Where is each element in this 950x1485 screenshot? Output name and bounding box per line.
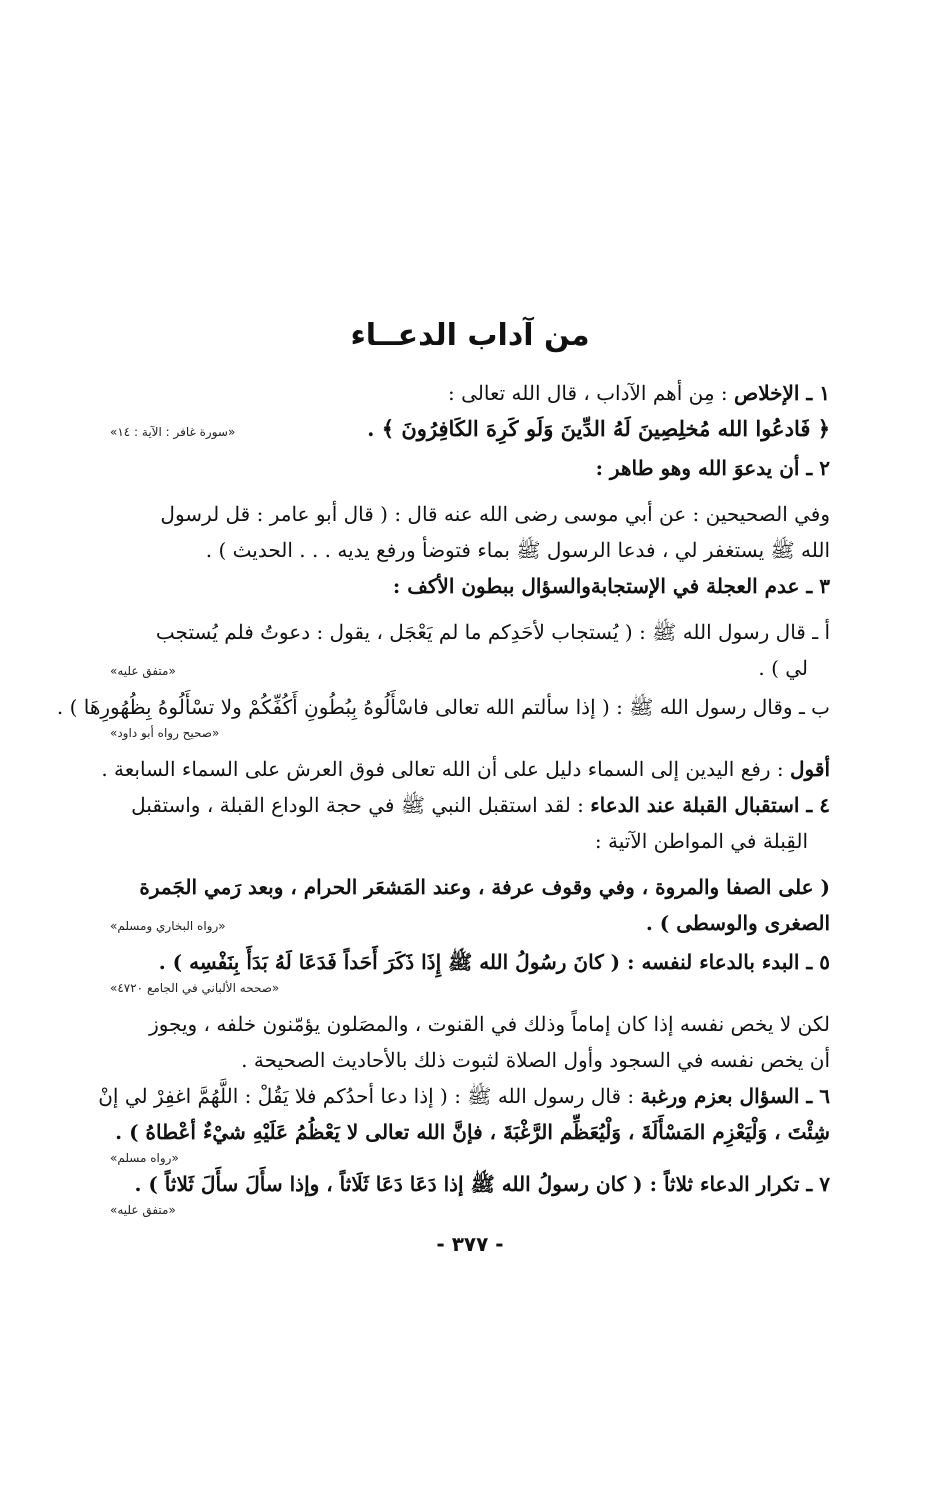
page-content [56, 300, 830, 1256]
item-4-line-1 [110, 787, 830, 823]
item-2-heading: ٢ ـ أن يدعوَ الله وهو طاهر : [595, 456, 830, 480]
aqool-line [101, 751, 830, 787]
item-5-line-2: لكن لا يخص نفسه إذا كان إماماً وذلك في القنوت ، والمصَلون يؤمّنون خلفه ، ويجوز [149, 1012, 830, 1036]
item-4-row-4 [110, 905, 830, 944]
item-6-heading: ٦ ـ السؤال بعزم ورغبة [640, 1084, 830, 1108]
item-4-line-4: الصغرى والوسطى ) . [645, 911, 830, 935]
item-6-line-1 [98, 1078, 830, 1114]
item-5-line-1 [110, 944, 830, 980]
item-5-line-3: أن يخص نفسه في السجود وأول الصلاة لثبوت ذلك بالأحاديث الصحيحة . [241, 1048, 830, 1072]
quran-verse: ﴿ فَادعُوا الله مُخلِصِينَ لَهُ الدِّينَ وَلَو كَرِهَ الكَافِرُونَ ﴾ . [367, 416, 830, 441]
item-2-line-1: وفي الصحيحين : عن أبي موسى رضى الله عنه قال : ( قال أبو عامر : قل لرسول [160, 502, 830, 526]
item-3a-reference: «متفق عليه» [110, 664, 176, 678]
item-4-reference: «رواه البخاري ومسلم» [110, 919, 226, 933]
item-1-reference: «سورة غافر : الآية : ١٤» [110, 425, 236, 439]
item-3b-line-1: ب ـ وقال رسول الله ﷺ : ( إذا سألتم الله تعالى فاسْأَلُوهُ بِبُطُونِ أَكُفِّكُمْ ولا تسْأَلُوهُ بِظُهُورِهَا ) . [56, 695, 830, 719]
item-4-line-3: ( على الصفا والمروة ، وفي وقوف عرفة ، وعند المَشعَر الحرام ، وبعد رَمي الجَمرة [139, 875, 830, 899]
item-7-text: : ( كان رسولُ الله ﷺ إذا دَعَا دَعَا ثَلَاثاً ، وإذا سأَلَ سأَلَ ثَلاثاً ) . [134, 1172, 664, 1196]
page-title: من آداب الدعــاء [350, 318, 590, 353]
item-2-line-2: الله ﷺ يستغفر لي ، فدعا الرسول ﷺ بماء فتوضأ ورفع يديه . . . الحديث ) . [205, 538, 830, 562]
item-4-text: : لقد استقبل النبي ﷺ في حجة الوداع القبلة ، واستقبل [131, 793, 591, 817]
item-1-line [110, 375, 830, 411]
item-3-heading: ٣ ـ عدم العجلة في الإستجابةوالسؤال ببطون الأكف : [392, 574, 830, 598]
item-1-heading: ١ ـ الإخلاص [734, 381, 830, 405]
item-3a-line-2: لي ) . [758, 656, 808, 680]
aqool-text: : رفع اليدين إلى السماء دليل على أن الله تعالى فوق العرش على السماء السابعة . [101, 757, 791, 781]
item-6-line-2: شِئْتَ ، وَلْيَعْزِم المَسْأَلَةَ ، وَلْيُعَظِّم الرَّغْبَةَ ، فإنَّ الله تعالى لا يَعْظُمُ عَلَيْهِ شيْءٌ أعْطاهُ ) . [115, 1120, 830, 1144]
item-5-heading: ٥ ـ البدء بالدعاء لنفسه [641, 950, 830, 974]
item-1-text: : مِن أهم الآداب ، قال الله تعالى : [448, 381, 735, 405]
item-7-reference: «متفق عليه» [110, 1203, 176, 1217]
item-4-line-2: القِبلة في المواطن الآتية : [594, 829, 808, 853]
item-3a-line-1: أ ـ قال رسول الله ﷺ : ( يُستجاب لأحَدِكم ما لم يَعْجَل ، يقول : دعوتُ فلم يُستجب [155, 620, 830, 644]
item-6-reference: «رواه مسلم» [110, 1151, 179, 1165]
item-6-text: : قال رسول الله ﷺ : ( إذا دعا أحدُكم فلا يَقُلْ : اللَّهُمَّ اغفِرْ لي إنْ [98, 1084, 641, 1108]
item-3a-row-2 [110, 650, 830, 689]
item-5-text: : ( كانَ رسُولُ الله ﷺ إِذَا ذَكَرَ أَحَداً فَدَعَا لَهُ بَدَأَ بِنَفْسِه ) . [158, 950, 642, 974]
item-1-quran-row [110, 411, 830, 450]
item-4-heading: ٤ ـ استقبال القبلة عند الدعاء [590, 793, 830, 817]
item-7-heading: ٧ ـ تكرار الدعاء ثلاثاً [663, 1172, 830, 1196]
item-5-reference: «صححه الألباني في الجامع ٤٧٢٠» [110, 981, 280, 995]
item-3b-reference: «صحيح رواه أبو داود» [110, 726, 220, 740]
item-7-line-1 [110, 1166, 830, 1202]
page-number: - ٣٧٧ - [436, 1232, 504, 1256]
aqool-heading: أقول [790, 757, 830, 781]
